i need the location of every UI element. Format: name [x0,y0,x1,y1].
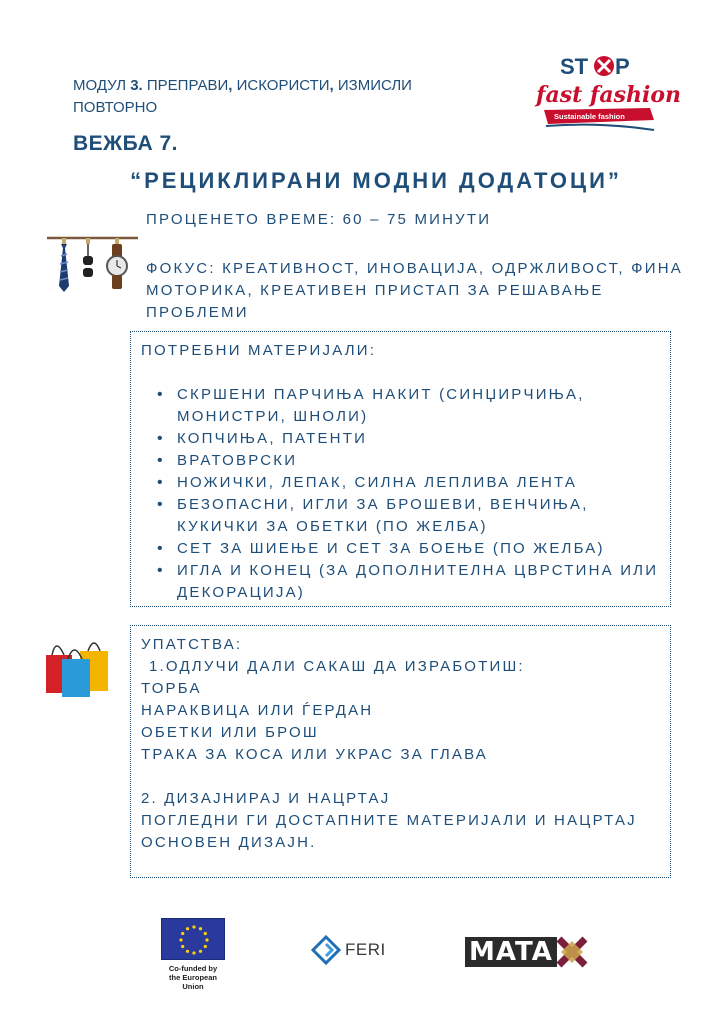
list-item: • СЕТ ЗА ШИЕЊЕ И СЕТ ЗА БОЕЊЕ (ПО ЖЕЛБА) [151,538,660,560]
module-number: 3. [130,77,143,94]
list-item: • КОПЧИЊА, ПАТЕНТИ [151,428,660,450]
instructions-box [130,625,671,878]
list-item: НАРАКВИЦА ИЛИ ЃЕРДАН [141,702,374,719]
fast-fashion-text: fast fashion [536,82,682,108]
instruction-step-1: 1.ОДЛУЧИ ДАЛИ САКАШ ДА ИЗРАБОТИШ: [149,658,525,675]
list-item: ОБЕТКИ ИЛИ БРОШ [141,724,319,741]
list-item: • СКРШЕНИ ПАРЧИЊА НАКИТ (СИНЏИРЧИЊА, МОНИСТРИ, ШНОЛИ) [151,384,660,428]
mata-logo [465,937,587,967]
mata-text: MATA [465,937,557,967]
exercise-number: ВЕЖБА 7. [73,132,178,155]
eu-cofunded-logo [158,918,228,991]
materials-box [130,331,671,607]
feri-logo [311,933,391,967]
list-item: • БЕЗОПАСНИ, ИГЛИ ЗА БРОШЕВИ, ВЕНЧИЊА, КУКИЧКИ ЗА ОБЕТКИ (ПО ЖЕЛБА) [151,494,660,538]
eu-flag-icon [161,918,225,960]
shopping-bags-illustration [42,633,114,699]
feri-emblem-icon [311,935,341,965]
svg-text:P: P [615,54,630,79]
stop-text: ST [560,54,589,79]
list-item: ТОРБА [141,680,202,697]
eu-caption: Co-funded by the European Union [168,964,218,991]
instruction-step-2-description: ПОГЛЕДНИ ГИ ДОСТАПНИТЕ МАТЕРИЈАЛИ И НАЦРТАЈ ОСНОВЕН ДИЗАЈН. [141,812,637,851]
module-heading: МОДУЛ 3. ПРЕПРАВИ, ИСКОРИСТИ, ИЗМИСЛИ ПОВТОРНО [73,77,412,116]
mata-emblem-icon [557,937,587,967]
shopping-bags-icon [42,633,114,699]
instructions-title: УПАТСТВА: [141,636,243,653]
materials-title: ПОТРЕБНИ МАТЕРИЈАЛИ: [141,342,377,359]
list-item: ТРАКА ЗА КОСА ИЛИ УКРАС ЗА ГЛАВА [141,746,489,763]
exercise-title: “РЕЦИКЛИРАНИ МОДНИ ДОДАТОЦИ” [130,168,622,193]
hanging-accessories-icon [45,230,140,295]
sustainable-fashion-ribbon: Sustainable fashion [554,112,625,121]
accessories-illustration [45,230,140,295]
list-item: • НОЖИЧКИ, ЛЕПАК, СИЛНА ЛЕПЛИВА ЛЕНТА [151,472,660,494]
list-item: • ВРАТОВРСКИ [151,450,660,472]
list-item: • ИГЛА И КОНЕЦ (ЗА ДОПОЛНИТЕЛНА ЦВРСТИНА ИЛИ ДЕКОРАЦИЈА) [151,560,660,604]
estimated-time: ПРОЦЕНЕТО ВРЕМЕ: 60 – 75 МИНУТИ [146,211,492,228]
materials-list [141,384,660,604]
instruction-step-2: 2. ДИЗАЈНИРАЈ И НАЦРТАЈ [141,790,391,807]
stop-fast-fashion-logo-graphic [530,50,682,135]
stop-fast-fashion-logo [530,50,682,135]
feri-text: FERI [345,940,386,959]
focus-text: ФОКУС: КРЕАТИВНОСТ, ИНОВАЦИЈА, ОДРЖЛИВОСТ, ФИНА МОТОРИКА, КРЕАТИВЕН ПРИСТАП ЗА РЕШАВАЊЕ ПРОБЛЕМИ [146,260,683,321]
